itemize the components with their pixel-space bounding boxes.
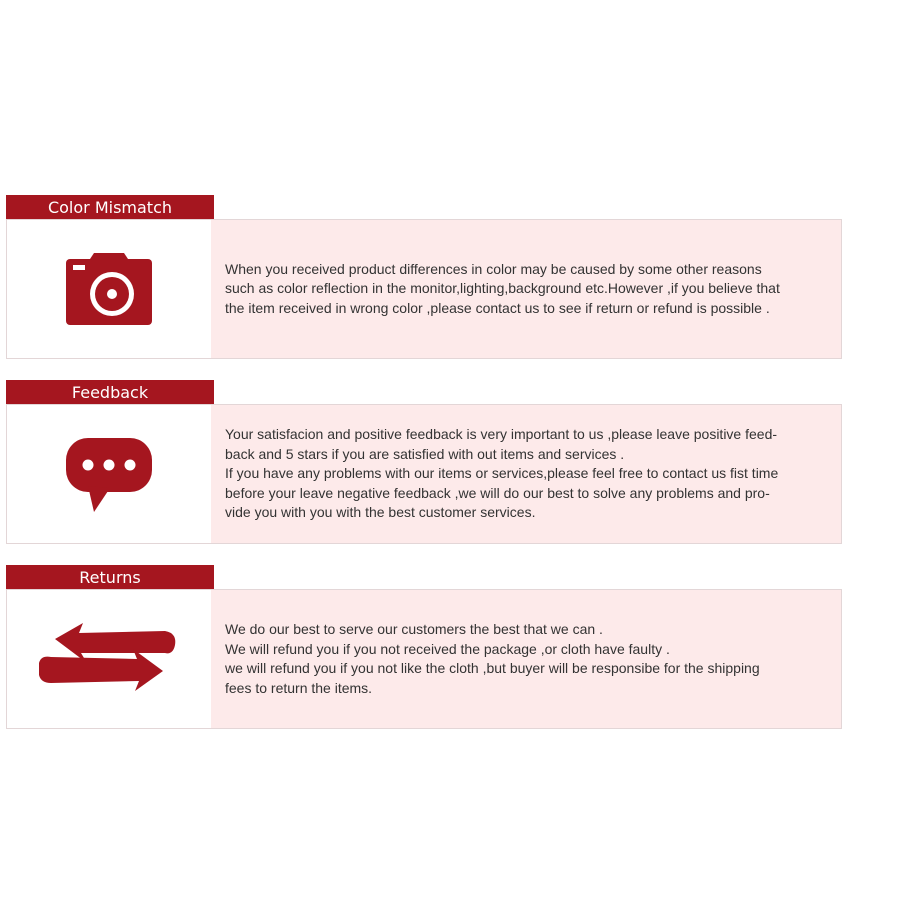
description-line: If you have any problems with our items or services,please feel free to contact us fist time xyxy=(225,465,779,482)
section-box xyxy=(6,404,842,544)
description-line: When you received product differences in color may be caused by some other reasons xyxy=(225,260,762,277)
section-title: Returns xyxy=(6,565,214,590)
exchange-arrows-icon xyxy=(37,623,181,695)
description-line: such as color reflection in the monitor,lighting,background etc.However ,if you believe that xyxy=(225,280,780,297)
description xyxy=(211,590,841,728)
description-line: fees to return the items. xyxy=(225,679,373,696)
icon-cell xyxy=(7,405,211,543)
description xyxy=(211,220,841,358)
camera-icon xyxy=(64,251,154,327)
description-line: we will refund you if you not like the cloth ,but buyer will be responsibe for the shipping xyxy=(225,660,760,676)
section-title: Color Mismatch xyxy=(6,195,214,220)
section-box xyxy=(6,219,842,359)
description-line: before your leave negative feedback ,we will do our best to solve any problems and pro- xyxy=(225,484,770,501)
section-box xyxy=(6,589,842,729)
icon-cell xyxy=(7,590,211,728)
description-line: vide you with you with the best customer services. xyxy=(225,504,536,521)
description-line: We will refund you if you not received the package ,or cloth have faulty . xyxy=(225,640,670,657)
description xyxy=(211,405,841,543)
icon-cell xyxy=(7,220,211,358)
section-title: Feedback xyxy=(6,380,214,405)
description-line: the item received in wrong color ,please contact us to see if return or refund is possible . xyxy=(225,299,770,316)
description-line: We do our best to serve our customers the best that we can . xyxy=(225,621,603,637)
description-line: Your satisfacion and positive feedback is very important to us ,please leave positive feed- xyxy=(225,426,778,443)
description-line: back and 5 stars if you are satisfied with out items and services . xyxy=(225,445,625,462)
chat-bubble-icon xyxy=(64,434,154,514)
